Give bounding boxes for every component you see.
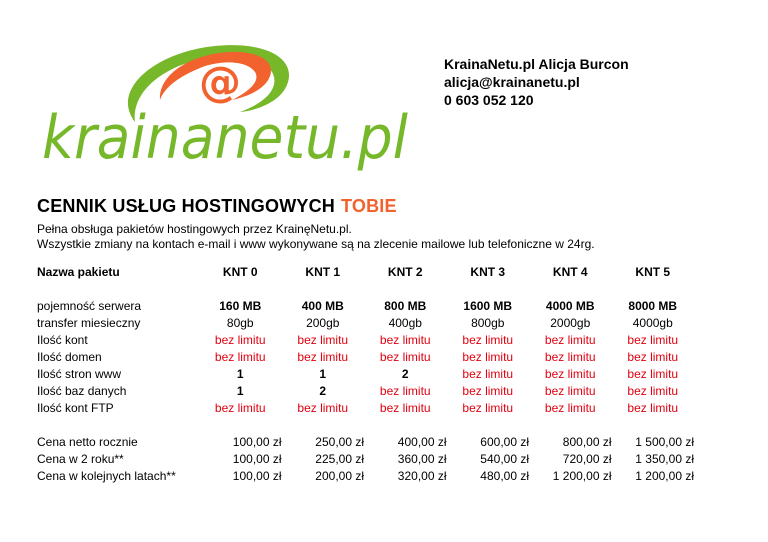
- price-cell: 1 200,00 zł: [552, 469, 612, 483]
- table-cell: 160 MB: [219, 299, 262, 313]
- table-cell: 2: [319, 384, 327, 398]
- header-package: KNT 4: [552, 265, 588, 279]
- table-cell: 4000 MB: [545, 299, 595, 313]
- row-label: Cena netto rocznie: [37, 435, 138, 449]
- price-cell: 800,00 zł: [562, 435, 612, 449]
- price-cell: 600,00 zł: [480, 435, 529, 449]
- table-cell: bez limitu: [379, 401, 431, 415]
- table-cell: 2: [401, 367, 409, 381]
- table-row: [37, 400, 694, 417]
- row-label: Ilość baz danych: [37, 384, 127, 398]
- row-label: Cena w kolejnych latach**: [37, 469, 176, 483]
- table-cell: bez limitu: [462, 350, 514, 364]
- header-package: KNT 2: [387, 265, 423, 279]
- price-cell: 225,00 zł: [315, 452, 364, 466]
- row-label: Cena w 2 roku**: [37, 452, 124, 466]
- row-label: Ilość stron www: [37, 367, 122, 381]
- table-row: [37, 383, 694, 400]
- price-cell: 1 350,00 zł: [635, 452, 694, 466]
- table-cell: bez limitu: [544, 384, 596, 398]
- table-cell: bez limitu: [462, 384, 514, 398]
- page-title: [37, 196, 397, 217]
- table-cell: 1: [236, 384, 244, 398]
- price-cell: 200,00 zł: [315, 469, 364, 483]
- contact-phone: 0 603 052 120: [444, 92, 534, 108]
- page-title-main: CENNIK USŁUG HOSTINGOWYCH: [37, 196, 336, 216]
- table-cell: 1600 MB: [463, 299, 513, 313]
- table-cell: 800 MB: [384, 299, 427, 313]
- price-cell: 1 500,00 zł: [635, 435, 694, 449]
- price-cell: 360,00 zł: [397, 452, 447, 466]
- price-cell: 540,00 zł: [480, 452, 529, 466]
- table-row: [37, 332, 694, 349]
- header-package: KNT 5: [635, 265, 671, 279]
- table-cell: 800gb: [471, 316, 505, 330]
- price-cell: 320,00 zł: [397, 469, 447, 483]
- row-label: transfer miesieczny: [37, 316, 141, 330]
- page-title-accent: TOBIE: [341, 196, 397, 216]
- table-cell: 1: [319, 367, 327, 381]
- description: [37, 222, 595, 252]
- table-cell: 200gb: [306, 316, 340, 330]
- spacer-row: [37, 417, 694, 434]
- table-header-row: [37, 264, 694, 281]
- contact-email[interactable]: alicja@krainanetu.pl: [444, 74, 580, 90]
- table-cell: bez limitu: [627, 401, 679, 415]
- table-cell: bez limitu: [627, 367, 679, 381]
- table-cell: 400gb: [388, 316, 422, 330]
- price-cell: 100,00 zł: [232, 435, 282, 449]
- table-cell: bez limitu: [379, 384, 431, 398]
- table-cell: bez limitu: [214, 401, 266, 415]
- contact-info: [444, 55, 629, 109]
- krainanetu-logo: [40, 30, 410, 180]
- table-cell: bez limitu: [627, 350, 679, 364]
- price-table: [37, 264, 694, 485]
- table-cell: bez limitu: [544, 333, 596, 347]
- price-cell: 100,00 zł: [232, 469, 282, 483]
- table-cell: bez limitu: [297, 401, 349, 415]
- row-label: Ilość domen: [37, 350, 102, 364]
- table-cell: bez limitu: [627, 333, 679, 347]
- table-cell: bez limitu: [462, 333, 514, 347]
- table-cell: bez limitu: [379, 333, 431, 347]
- table-cell: 400 MB: [301, 299, 344, 313]
- price-row: [37, 468, 694, 485]
- table-cell: bez limitu: [297, 333, 349, 347]
- logo-wordmark: krainanetu.pl: [42, 103, 409, 173]
- description-line-1: Pełna obsługa pakietów hostingowych przez KrainęNetu.pl.: [37, 222, 352, 236]
- header-package-name: Nazwa pakietu: [37, 265, 120, 279]
- table-cell: bez limitu: [214, 333, 266, 347]
- price-cell: 1 200,00 zł: [635, 469, 694, 483]
- header-package: KNT 0: [222, 265, 258, 279]
- header-package: KNT 3: [470, 265, 506, 279]
- table-row: [37, 298, 694, 315]
- table-row: [37, 349, 694, 366]
- contact-name: KrainaNetu.pl Alicja Burcon: [444, 56, 629, 72]
- table-cell: bez limitu: [462, 401, 514, 415]
- description-line-2: Wszystkie zmiany na kontach e-mail i www wykonywane są na zlecenie mailowe lub telefoniczne w 24rg.: [37, 237, 595, 251]
- table-cell: 1: [236, 367, 244, 381]
- row-label: Ilość kont: [37, 333, 88, 347]
- price-cell: 100,00 zł: [232, 452, 282, 466]
- price-row: [37, 434, 694, 451]
- table-cell: 2000gb: [550, 316, 591, 330]
- table-cell: 80gb: [226, 316, 254, 330]
- logo-at-symbol: @: [199, 57, 241, 106]
- table-row: [37, 366, 694, 383]
- table-cell: bez limitu: [627, 384, 679, 398]
- table-cell: bez limitu: [462, 367, 514, 381]
- table-cell: bez limitu: [544, 401, 596, 415]
- table-row: [37, 315, 694, 332]
- table-cell: bez limitu: [214, 350, 266, 364]
- row-label: Ilość kont FTP: [37, 401, 114, 415]
- price-cell: 480,00 zł: [480, 469, 529, 483]
- table-cell: bez limitu: [544, 367, 596, 381]
- price-row: [37, 451, 694, 468]
- price-cell: 720,00 zł: [562, 452, 612, 466]
- row-label: pojemność serwera: [37, 299, 142, 313]
- table-cell: bez limitu: [379, 350, 431, 364]
- table-cell: 8000 MB: [628, 299, 678, 313]
- table-cell: bez limitu: [544, 350, 596, 364]
- header-package: KNT 1: [305, 265, 341, 279]
- price-cell: 250,00 zł: [315, 435, 364, 449]
- table-cell: bez limitu: [297, 350, 349, 364]
- spacer-row: [37, 281, 694, 298]
- table-cell: 4000gb: [632, 316, 673, 330]
- price-cell: 400,00 zł: [397, 435, 447, 449]
